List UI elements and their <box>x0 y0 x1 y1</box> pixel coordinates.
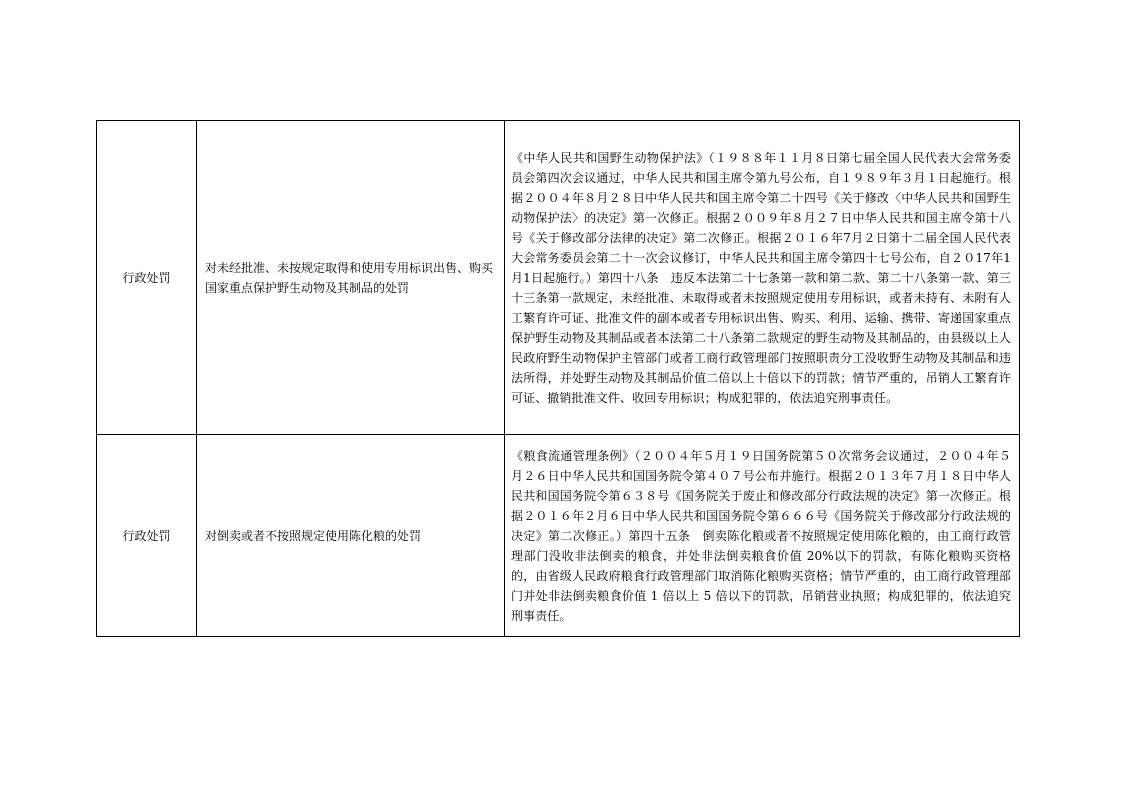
table-row <box>97 121 1020 435</box>
penalty-item-cell: 对倒卖或者不按照规定使用陈化粮的处罚 <box>197 435 505 637</box>
penalty-item-cell: 对未经批准、未按规定取得和使用专用标识出售、购买国家重点保护野生动物及其制品的处罚 <box>197 121 505 435</box>
penalty-type-cell: 行政处罚 <box>97 435 197 637</box>
penalty-table <box>96 120 1020 637</box>
penalty-type-cell: 行政处罚 <box>97 121 197 435</box>
legal-basis-cell: 《中华人民共和国野生动物保护法》（１９８８年１１月８日第七届全国人民代表大会常务委员会第四次会议通过，中华人民共和国主席令第九号公布，自１９８９年３月１日起施行。根据２００４年８月２８日中华人民共和国主席令第二十四号《关于修改〈中华人民共和国野生动物保护法〉的决定》第一次修正。根据２００９年８月２７日中华人民共和国主席令第十八号《关于修改部分法律的决定》第二次修正。根据２０１６年7月２日第十二届全国人民代表大会常务委员会第二十一次会议修订，中华人民共和国主席令第四十七号公布，自２０17年1月1日起施行。）第四十八条 违反本法第二十七条第一款和第二款、第二十八条第一款、第三十三条第一款规定，未经批准、未取得或者未按照规定使用专用标识，或者未持有、未附有人工繁育许可证、批准文件的副本或者专用标识出售、购买、利用、运输、携带、寄递国家重点保护野生动物及其制品或者本法第二十八条第二款规定的野生动物及其制品的，由县级以上人民政府野生动物保护主管部门或者工商行政管理部门按照职责分工没收野生动物及其制品和违法所得，并处野生动物及其制品价值二倍以上十倍以下的罚款；情节严重的，吊销人工繁育许可证、撤销批准文件、收回专用标识；构成犯罪的，依法追究刑事责任。 <box>505 121 1020 435</box>
legal-basis-cell: 《粮食流通管理条例》（２００４年５月１９日国务院第５０次常务会议通过，２００４年５月２６日中华人民共和国国务院令第４０７号公布并施行。根据２０１３年７月１８日中华人民共和国国务院令第６３８号《国务院关于废止和修改部分行政法规的决定》第一次修正。根据２０１６年２月６日中华人民共和国国务院令第６６６号《国务院关于修改部分行政法规的决定》第二次修正。）第四十五条 倒卖陈化粮或者不按照规定使用陈化粮的，由工商行政管理部门没收非法倒卖的粮食，并处非法倒卖粮食价值 20%以下的罚款，有陈化粮购买资格的，由省级人民政府粮食行政管理部门取消陈化粮购买资格；情节严重的，由工商行政管理部门并处非法倒卖粮食价值 1 倍以上 5 倍以下的罚款，吊销营业执照；构成犯罪的，依法追究刑事责任。 <box>505 435 1020 637</box>
table-row <box>97 435 1020 637</box>
